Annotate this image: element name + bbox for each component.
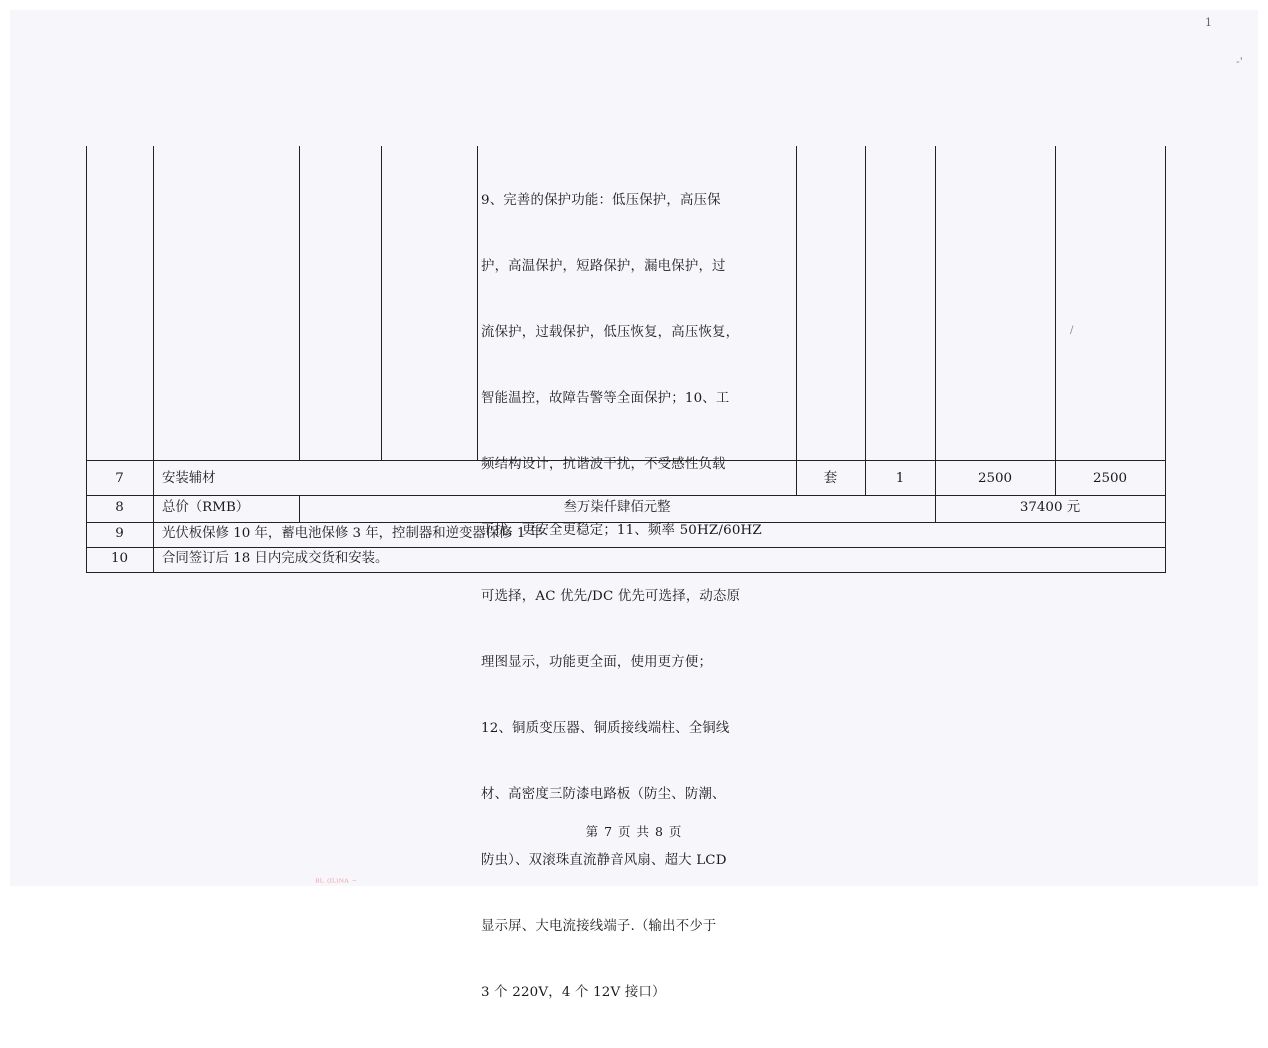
stray-mark: /	[1070, 325, 1074, 336]
spec-line: 频结构设计，抗谐波干扰，不受感性负载	[481, 457, 726, 472]
spec-line: 护，高温保护，短路保护，漏电保护，过	[481, 259, 726, 274]
col-divider-5	[796, 146, 797, 495]
total-price-label: 总价（RMB）	[162, 500, 250, 515]
total-amount-in-words: 叁万柒仟肆佰元整	[563, 500, 671, 515]
spec-line: 干扰，更安全更稳定；11、频率 50HZ/60HZ	[481, 523, 762, 538]
row7-amount: 2500	[1092, 471, 1128, 486]
spec-line: 材、高密度三防漆电路板（防尘、防潮、	[481, 787, 726, 802]
corner-scribble: -'	[1236, 55, 1243, 68]
total-amount: 37400 元	[1019, 500, 1081, 515]
spec-line: 12、铜质变压器、铜质接线端柱、全铜线	[481, 721, 730, 736]
spec-line: 理图显示，功能更全面，使用更方便；	[481, 655, 713, 670]
spec-line: 3 个 220V，4 个 12V 接口）	[481, 985, 666, 1000]
col-divider-2	[299, 146, 300, 460]
spec-line: 可选择，AC 优先/DC 优先可选择，动态原	[481, 589, 741, 604]
row7-item-name: 安装辅材	[162, 471, 216, 486]
col-divider-3	[381, 146, 382, 460]
spec-line: 9、完善的保护功能：低压保护，高压保	[481, 193, 721, 208]
col-divider-4	[477, 146, 478, 460]
page-number: 第 7 页 共 8 页	[585, 824, 683, 839]
spec-line: 流保护，过载保护，低压恢复，高压恢复，	[481, 325, 740, 340]
row7-number: 7	[115, 471, 124, 486]
row7-unit-price: 2500	[977, 471, 1013, 486]
inverter-spec-description	[481, 146, 793, 1048]
corner-mark: 1	[1205, 16, 1212, 29]
spec-line: 智能温控，故障告警等全面保护；10、工	[481, 391, 730, 406]
spec-line: 显示屏、大电流接线端子.（输出不少于	[481, 919, 717, 934]
col-divider-6	[865, 146, 866, 495]
row8-number: 8	[115, 500, 124, 515]
col-divider-8	[1055, 146, 1056, 495]
row10-number: 10	[110, 551, 129, 566]
red-stamp-fragment: ᴮᴸ ⁽ᴵᴸ⁾ᴺᴬ ⁻	[315, 878, 358, 889]
row7-unit: 套	[823, 471, 838, 486]
row7-quantity: 1	[895, 471, 905, 486]
delivery-terms: 合同签订后 18 日内完成交货和安装。	[162, 551, 389, 566]
col-divider-1	[153, 146, 154, 573]
row9-number: 9	[115, 526, 124, 541]
col-divider-7	[935, 146, 936, 522]
spec-line: 防虫）、双滚珠直流静音风扇、超大 LCD	[481, 853, 727, 868]
warranty-terms: 光伏板保修 10 年，蓄电池保修 3 年，控制器和逆变器保修 1 年	[162, 526, 543, 541]
table-right-border	[1165, 146, 1166, 573]
